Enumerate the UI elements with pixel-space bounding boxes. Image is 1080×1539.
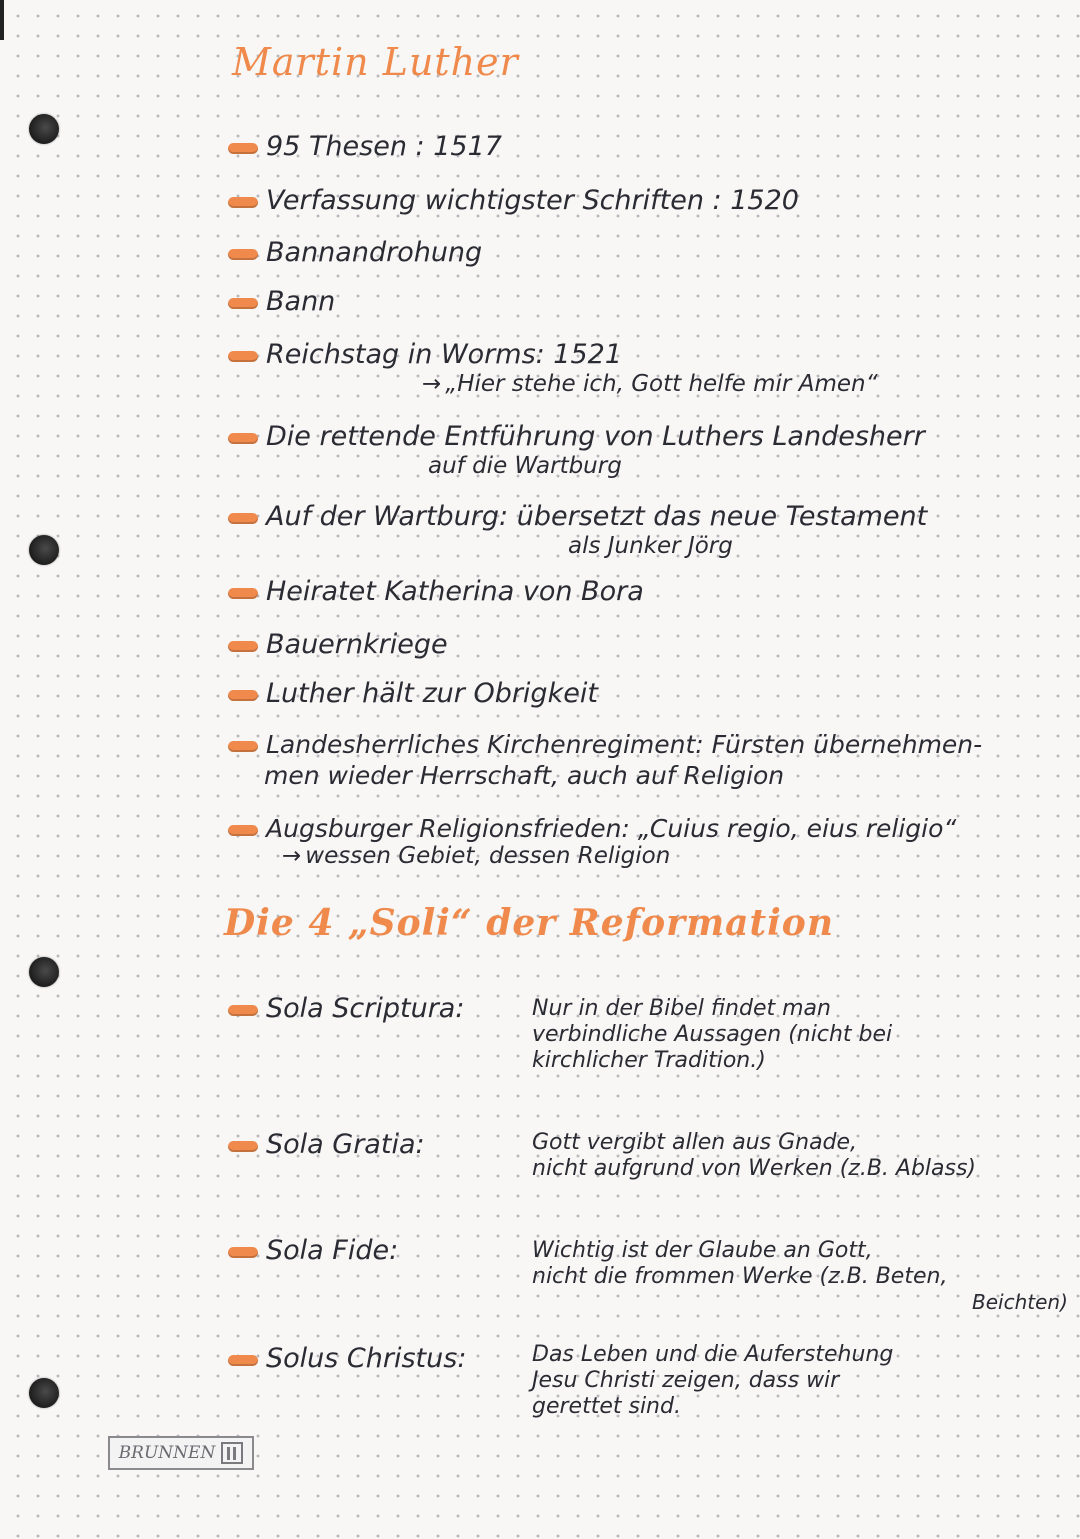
sola-desc-line: Wichtig ist der Glaube an Gott,	[532, 1238, 873, 1263]
list-item	[228, 728, 982, 762]
brand-logo	[108, 1436, 254, 1470]
list-item-text: Verfassung wichtigster Schriften : 1520	[266, 185, 799, 216]
arrow-right-icon: →	[282, 843, 302, 869]
list-item	[228, 420, 925, 454]
sola-description	[532, 1130, 1052, 1182]
list-item-text: Landesherrliches Kirchenregiment: Fürsten übernehmen-	[266, 730, 983, 759]
sola-desc-line: nicht aufgrund von Werken (z.B. Ablass)	[532, 1156, 977, 1181]
sola-label: Sola Scriptura:	[266, 993, 465, 1024]
bullet-marker	[228, 690, 258, 701]
sola-label: Sola Gratia:	[266, 1129, 425, 1160]
quote-text: „Hier stehe ich, Gott helfe mir Amen“	[445, 371, 878, 397]
sola-description	[532, 1342, 1052, 1420]
bullet-marker	[228, 433, 258, 444]
section-title: Die 4 „Soli“ der Reformation	[224, 902, 834, 944]
sola-desc-line: Das Leben und die Auferstehung	[532, 1342, 894, 1367]
list-item	[228, 677, 598, 711]
sola-desc-line: kirchlicher Tradition.)	[532, 1048, 766, 1073]
sola-description	[532, 996, 1052, 1074]
list-item	[228, 130, 502, 164]
sola-item	[228, 1128, 425, 1162]
bullet-marker	[228, 298, 258, 309]
list-item-text: Augsburger Religionsfrieden: „Cuius regio, eius religio“	[266, 814, 957, 843]
list-item-text: Bann	[266, 286, 336, 317]
bullet-marker	[228, 1141, 258, 1152]
list-item	[228, 628, 448, 662]
sola-desc-line: verbindliche Aussagen (nicht bei	[532, 1022, 893, 1047]
bullet-marker	[228, 1247, 258, 1258]
page-title: Martin Luther	[232, 40, 519, 84]
bullet-marker	[228, 741, 258, 752]
bullet-marker	[228, 588, 258, 599]
bullet-marker	[228, 197, 258, 208]
sola-desc-line: Jesu Christi zeigen, dass wir	[532, 1368, 840, 1393]
sola-label: Sola Fide:	[266, 1235, 399, 1266]
list-item-text: 95 Thesen : 1517	[266, 131, 502, 162]
list-item	[228, 812, 956, 846]
sola-description	[532, 1238, 1052, 1290]
sola-item	[228, 992, 464, 1026]
bullet-marker	[228, 513, 258, 524]
sola-item	[228, 1234, 398, 1268]
list-item-sub: men wieder Herrschaft, auch auf Religion	[264, 761, 785, 790]
bullet-marker	[228, 1005, 258, 1016]
list-item	[228, 236, 482, 270]
sola-desc-line: gerettet sind.	[532, 1394, 681, 1419]
list-item-text: Reichstag in Worms: 1521	[266, 339, 623, 370]
sola-item	[228, 1342, 466, 1376]
punch-hole	[29, 535, 59, 565]
brunnen-logo-icon	[221, 1442, 243, 1464]
list-item-text: Die rettende Entführung von Luthers Landesherr	[266, 421, 925, 452]
list-item	[228, 500, 927, 534]
list-item-sub: auf die Wartburg	[428, 453, 622, 479]
sola-desc-line: nicht die frommen Werke (z.B. Beten,	[532, 1264, 948, 1289]
sola-label: Solus Christus:	[266, 1343, 467, 1374]
list-item-sub	[282, 842, 670, 870]
list-item	[228, 575, 644, 609]
arrow-right-icon: →	[422, 371, 442, 397]
bullet-marker	[228, 351, 258, 362]
bullet-marker	[228, 1355, 258, 1366]
list-item-text: Auf der Wartburg: übersetzt das neue Testament	[266, 501, 928, 532]
list-item	[228, 184, 799, 218]
translation-text: wessen Gebiet, dessen Religion	[305, 843, 671, 869]
list-item-text: Bauernkriege	[266, 629, 448, 660]
list-item	[228, 285, 335, 319]
list-item-text: Bannandrohung	[266, 237, 483, 268]
bullet-marker	[228, 641, 258, 652]
punch-hole	[29, 957, 59, 987]
sola-desc-line: Nur in der Bibel findet man	[532, 996, 831, 1021]
brand-name: BRUNNEN	[118, 1443, 216, 1463]
list-item	[228, 338, 622, 372]
punch-hole	[29, 1378, 59, 1408]
list-item-text: Heiratet Katherina von Bora	[266, 576, 644, 607]
sola-desc-line: Gott vergibt allen aus Gnade,	[532, 1130, 858, 1155]
bullet-marker	[228, 825, 258, 836]
bullet-marker	[228, 249, 258, 260]
list-item-sub: als Junker Jörg	[568, 533, 733, 559]
sola-desc-extra: Beichten)	[972, 1290, 1068, 1314]
list-item-sub	[422, 370, 878, 398]
bullet-marker	[228, 143, 258, 154]
punch-hole	[29, 114, 59, 144]
page-edge-mark	[0, 0, 4, 40]
list-item-text: Luther hält zur Obrigkeit	[266, 678, 598, 709]
